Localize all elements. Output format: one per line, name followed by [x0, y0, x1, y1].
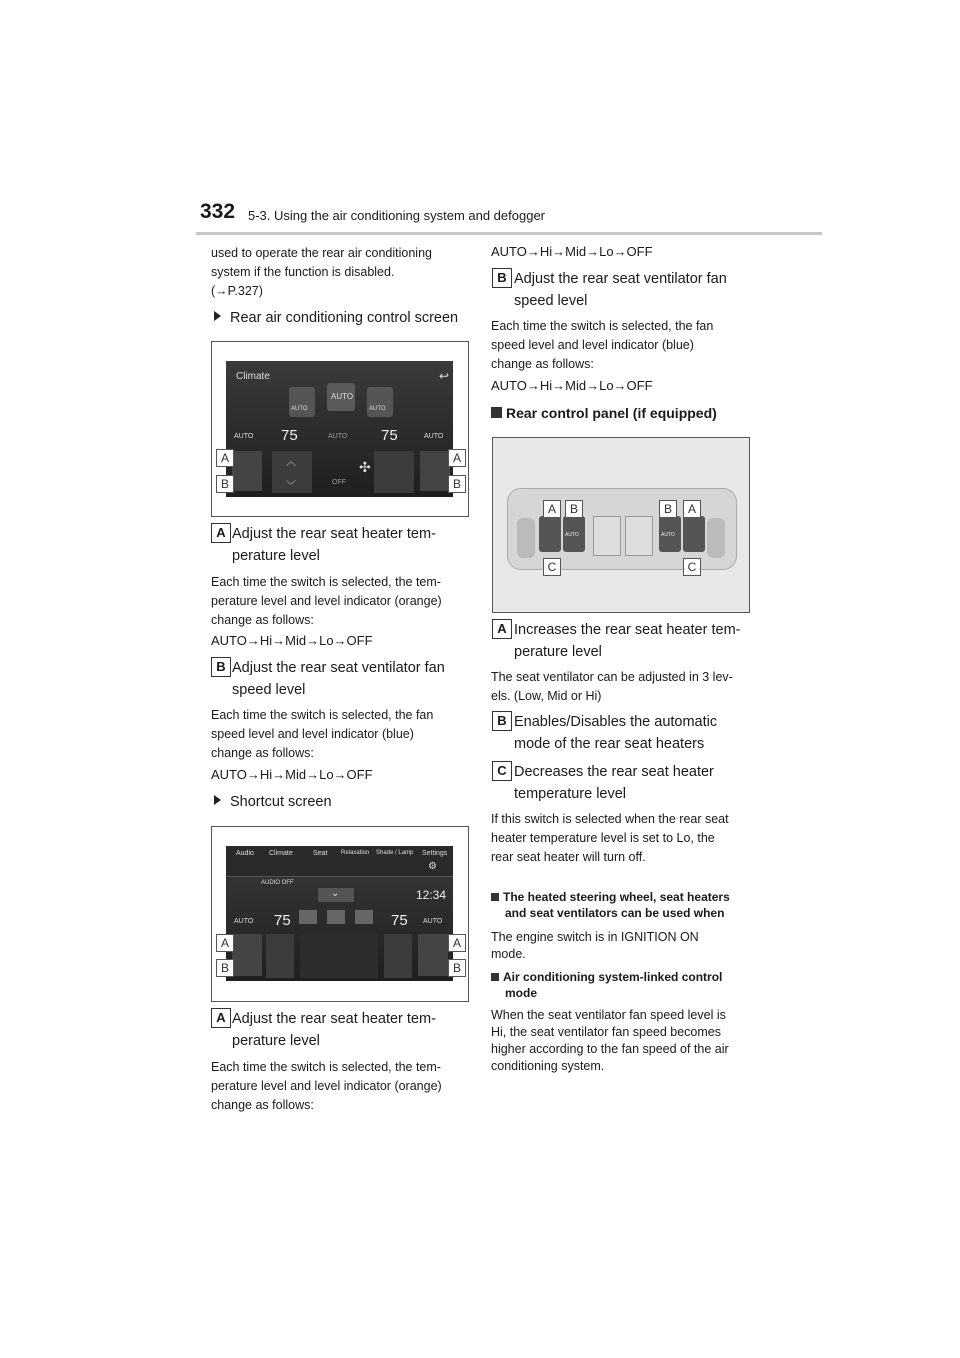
- badge-a: A: [492, 619, 512, 639]
- right-heater-buttons[interactable]: [418, 934, 448, 976]
- right-heater-switch[interactable]: [683, 516, 705, 552]
- left-heater-buttons[interactable]: [232, 934, 262, 976]
- badge-c: C: [492, 761, 512, 781]
- callout-c-right: C: [683, 558, 701, 576]
- vent-right: [707, 518, 725, 558]
- b1-desc-2: speed level and level indicator (blue): [211, 727, 414, 741]
- callout-a-right: A: [683, 500, 701, 518]
- left-auto-label: AUTO: [291, 406, 308, 412]
- callout-b-right: B: [448, 959, 466, 977]
- triangle-bullet-icon: [214, 795, 221, 805]
- callout-a-right: A: [448, 934, 466, 952]
- callout-a-left: A: [216, 449, 234, 467]
- callout-a-left: A: [543, 500, 561, 518]
- badge-a: A: [211, 1008, 231, 1028]
- center-auto-label: AUTO: [331, 392, 354, 401]
- panel-heading-text: Rear control panel (if equipped): [506, 405, 717, 421]
- pc-desc-3: rear seat heater will turn off.: [491, 850, 646, 864]
- audio-off-label: AUDIO OFF: [261, 880, 294, 886]
- note1-title-2: and seat ventilators can be used when: [505, 906, 725, 920]
- rear-screen-heading: [214, 307, 458, 329]
- header-rule: [196, 232, 822, 235]
- callout-b-left: B: [216, 475, 234, 493]
- a2-title-2: perature level: [232, 1033, 320, 1049]
- note2-body-1: When the seat ventilator fan speed level is: [491, 1008, 726, 1022]
- note2-body-2: Hi, the seat ventilator fan speed becomes: [491, 1025, 721, 1039]
- pc-title-2: temperature level: [514, 786, 627, 802]
- b-desc-3: change as follows:: [491, 357, 594, 371]
- rear-screen-heading-text: Rear air conditioning control screen: [230, 310, 459, 326]
- seat-auto-right: AUTO: [424, 433, 444, 440]
- pc-title-1: Decreases the rear seat heater: [514, 764, 714, 780]
- square-bullet-icon: [491, 407, 502, 418]
- callout-b-right: B: [448, 475, 466, 493]
- badge-b: B: [492, 268, 512, 288]
- chevron-up-icon: ︿: [286, 457, 296, 468]
- tab-settings[interactable]: Settings: [422, 850, 448, 857]
- pa-desc-1: The seat ventilator can be adjusted in 3 lev-: [491, 670, 733, 684]
- center-panel: [300, 934, 378, 978]
- b1-sequence: AUTO→Hi→Mid→Lo→OFF: [211, 767, 373, 782]
- a2-desc-1: Each time the switch is selected, the tem-: [211, 1060, 441, 1074]
- b-title-2: speed level: [514, 293, 588, 309]
- center-switch-right[interactable]: [625, 516, 653, 556]
- a2-desc-3: change as follows:: [211, 1098, 314, 1112]
- right-auto-text: AUTO: [661, 532, 675, 538]
- tab-relaxation[interactable]: Relaxation: [341, 850, 370, 856]
- chevrons-down-icon: ⌄: [331, 888, 340, 899]
- a1-desc-3: change as follows:: [211, 613, 314, 627]
- pc-desc-2: heater temperature level is set to Lo, the: [491, 831, 715, 845]
- auto-right: AUTO: [423, 918, 443, 925]
- right-heater-buttons[interactable]: [420, 451, 450, 491]
- callout-b-left: B: [565, 500, 583, 518]
- a1-desc-2: perature level and level indicator (orange): [211, 594, 442, 608]
- callout-c-left: C: [543, 558, 561, 576]
- callout-a-right: A: [448, 449, 466, 467]
- tab-seat[interactable]: Seat: [313, 850, 328, 857]
- seq-top: AUTO→Hi→Mid→Lo→OFF: [491, 244, 653, 259]
- page-number: 332: [200, 200, 236, 223]
- a1-title-2: perature level: [232, 548, 320, 564]
- shortcut-heading: [214, 791, 332, 813]
- a2-desc-2: perature level and level indicator (orange): [211, 1079, 442, 1093]
- note1-title-1: The heated steering wheel, seat heaters: [503, 890, 730, 904]
- b1-title-1: Adjust the rear seat ventilator fan: [232, 660, 445, 676]
- left-auto-text: AUTO: [565, 532, 579, 538]
- rear-control-panel-figure: [492, 437, 750, 613]
- b1-desc-3: change as follows:: [211, 746, 314, 760]
- climate-screen: [226, 361, 453, 497]
- left-seat-button[interactable]: [289, 387, 315, 417]
- tab-climate[interactable]: Climate: [269, 850, 293, 857]
- screen-title: Climate: [236, 371, 270, 382]
- pa-desc-2: els. (Low, Mid or Hi): [491, 689, 602, 703]
- intro-line-2: system if the function is disabled.: [211, 265, 395, 279]
- note2-title-1: Air conditioning system-linked control: [503, 970, 723, 984]
- note1-body-1: The engine switch is in IGNITION ON: [491, 930, 699, 944]
- note2-body-4: conditioning system.: [491, 1059, 605, 1073]
- note1-title: [491, 889, 730, 921]
- left-temp-stepper[interactable]: [266, 934, 294, 978]
- a2-title-1: Adjust the rear seat heater tem-: [232, 1011, 436, 1027]
- shortcut-screen: [226, 846, 453, 981]
- square-bullet-icon: [491, 973, 499, 981]
- a1-title-1: Adjust the rear seat heater tem-: [232, 526, 436, 542]
- back-icon[interactable]: ↩: [439, 369, 450, 383]
- right-seat-button[interactable]: [367, 387, 393, 417]
- shortcut-button-1[interactable]: [299, 910, 317, 924]
- center-switch-left[interactable]: [593, 516, 621, 556]
- callout-a-left: A: [216, 934, 234, 952]
- vent-left: [517, 518, 535, 558]
- tab-bar: [226, 846, 453, 877]
- gear-icon: ⚙: [428, 861, 437, 872]
- shortcut-button-2[interactable]: [327, 910, 345, 924]
- tab-shade-lamp[interactable]: Shade / Lamp: [376, 850, 414, 856]
- right-temp-stepper[interactable]: [374, 451, 414, 493]
- a1-sequence: AUTO→Hi→Mid→Lo→OFF: [211, 633, 373, 648]
- note2-body-3: higher according to the fan speed of the air: [491, 1042, 729, 1056]
- b-title-1: Adjust the rear seat ventilator fan: [514, 271, 727, 287]
- clock: 12:34: [416, 888, 447, 902]
- fan-icon[interactable]: ✣: [359, 459, 371, 475]
- pa-title-1: Increases the rear seat heater tem-: [514, 622, 741, 638]
- triangle-bullet-icon: [214, 311, 221, 321]
- intro-line-3: (→P.327): [211, 284, 263, 298]
- tab-audio[interactable]: Audio: [236, 850, 254, 857]
- shortcut-heading-text: Shortcut screen: [230, 794, 332, 810]
- auto-left: AUTO: [234, 918, 254, 925]
- pc-desc-1: If this switch is selected when the rear seat: [491, 812, 729, 826]
- square-bullet-icon: [491, 893, 499, 901]
- b1-title-2: speed level: [232, 682, 306, 698]
- pb-title-1: Enables/Disables the automatic: [514, 714, 718, 730]
- b-desc-2: speed level and level indicator (blue): [491, 338, 694, 352]
- right-temp-stepper[interactable]: [384, 934, 412, 978]
- temp-right: 75: [381, 427, 398, 444]
- left-heater-switch[interactable]: [539, 516, 561, 552]
- badge-b: B: [492, 711, 512, 731]
- note2-title: [491, 969, 722, 1001]
- badge-b: B: [211, 657, 231, 677]
- note1-body-2: mode.: [491, 947, 526, 961]
- seat-auto-left: AUTO: [234, 433, 254, 440]
- callout-b-left: B: [216, 959, 234, 977]
- pa-title-2: perature level: [514, 644, 602, 660]
- temp-left: 75: [274, 912, 291, 929]
- right-auto-label: AUTO: [369, 406, 386, 412]
- intro-line-1: used to operate the rear air conditioning: [211, 246, 432, 260]
- chevron-down-icon: ﹀: [286, 481, 296, 492]
- b-desc-1: Each time the switch is selected, the fan: [491, 319, 714, 333]
- panel-heading: [491, 402, 717, 425]
- section-title: 5-3. Using the air conditioning system and defogger: [248, 208, 546, 223]
- badge-a: A: [211, 523, 231, 543]
- callout-b-right: B: [659, 500, 677, 518]
- rear-climate-screen-figure: [211, 341, 469, 517]
- a1-desc-1: Each time the switch is selected, the tem-: [211, 575, 441, 589]
- b-sequence: AUTO→Hi→Mid→Lo→OFF: [491, 378, 653, 393]
- temp-left: 75: [281, 427, 298, 444]
- b1-desc-1: Each time the switch is selected, the fan: [211, 708, 434, 722]
- shortcut-button-3[interactable]: [355, 910, 373, 924]
- center-auto-small: AUTO: [328, 433, 348, 440]
- off-label: OFF: [332, 479, 346, 486]
- shortcut-screen-figure: [211, 826, 469, 1002]
- temp-right: 75: [391, 912, 408, 929]
- left-heater-buttons[interactable]: [232, 451, 262, 491]
- note2-title-2: mode: [505, 986, 538, 1000]
- pb-title-2: mode of the rear seat heaters: [514, 736, 705, 752]
